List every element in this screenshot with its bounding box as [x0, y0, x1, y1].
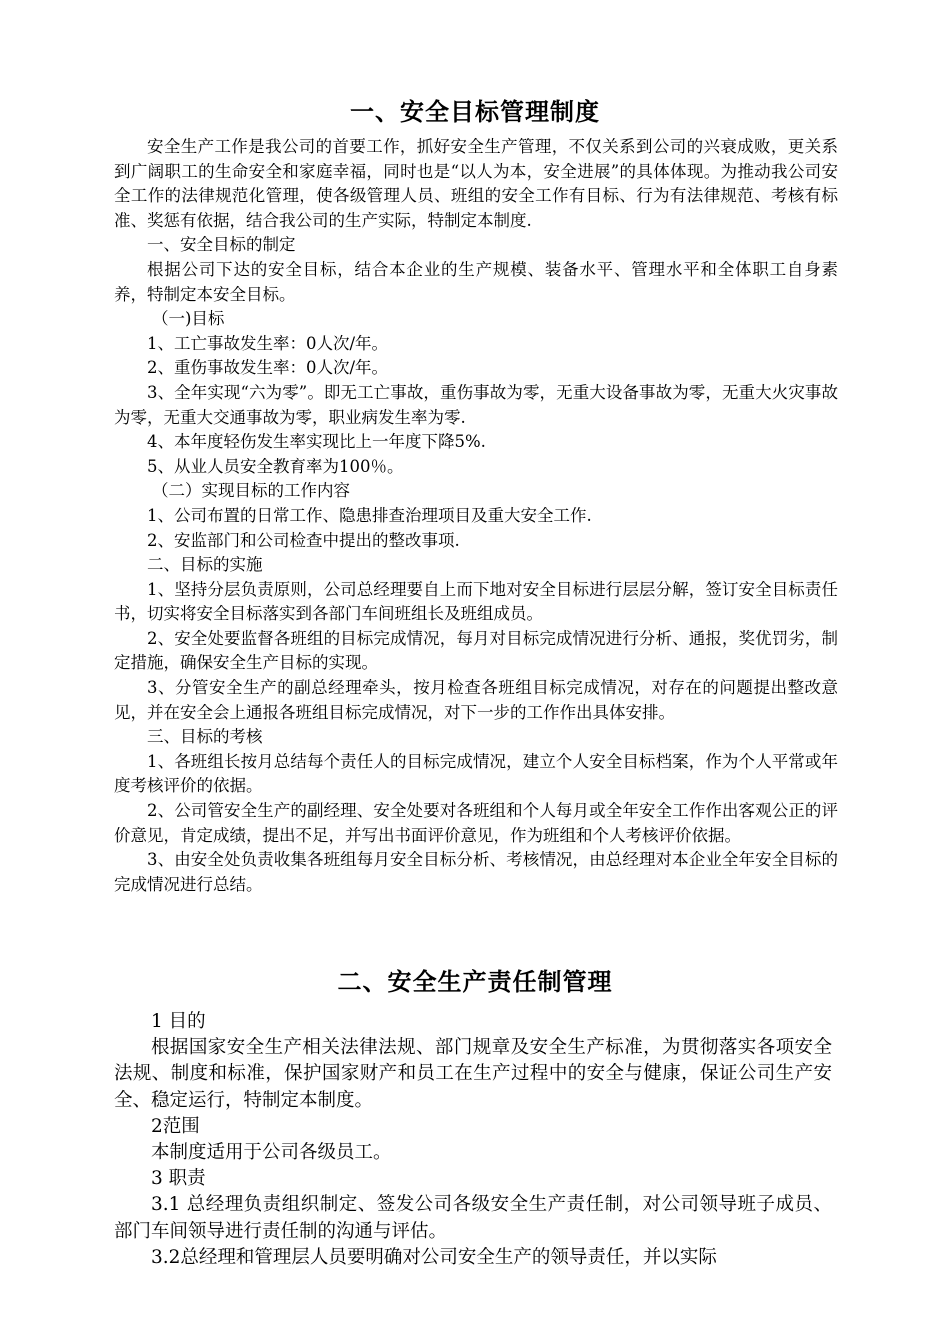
paragraph: 2、安全处要监督各班组的目标完成情况，每月对目标完成情况进行分析、通报，奖优罚劣，制定措施，确保安全生产目标的实现。 [114, 628, 838, 673]
paragraph: 2、公司管安全生产的副经理、安全处要对各班组和个人每月或全年安全工作作出客观公正的评价意见，肯定成绩，提出不足，并写出书面评价意见，作为班组和个人考核评价依据。 [114, 801, 838, 845]
paragraph: 2、重伤事故发生率：0人次/年。 [147, 358, 389, 378]
paragraph: （二）实现目标的工作内容 [151, 481, 350, 501]
paragraph: 1、各班组长按月总结每个责任人的目标完成情况，建立个人安全目标档案，作为个人平常或年度考核评价的依据。 [114, 751, 838, 796]
paragraph: 本制度适用于公司各级员工。 [151, 1142, 392, 1164]
section-2-title: 二、安全生产责任制管理 [337, 968, 613, 996]
paragraph: 3、分管安全生产的副总经理牵头，按月检查各班组目标完成情况，对存在的问题提出整改意见，并在安全会上通报各班组目标完成情况，对下一步的工作作出具体安排。 [114, 678, 838, 722]
paragraph: 安全生产工作是我公司的首要工作，抓好安全生产管理，不仅关系到公司的兴衰成败，更关系到广阔职工的生命安全和家庭幸福，同时也是“以人为本，安全进展”的具体体现。为推动我公司安全工作的法律规范化管理，使各级管理人员、班组的安全工作有目标、行为有法律规范、考核有标准、奖惩有依据，结合我公司的生产实际，特制定本制度. [114, 137, 838, 230]
paragraph: 2、安监部门和公司检查中提出的整改事项. [147, 530, 460, 550]
paragraph: 3 职责 [151, 1168, 206, 1190]
section-1-body [114, 135, 838, 897]
paragraph: 根据公司下达的安全目标，结合本企业的生产规模、装备水平、管理水平和全体职工自身素养，特制定本安全目标。 [114, 259, 838, 304]
paragraph: 3、全年实现“六为零”。即无工亡事故，重伤事故为零，无重大设备事故为零，无重大火灾事故为零，无重大交通事故为零，职业病发生率为零. [114, 382, 838, 427]
paragraph: 4、本年度轻伤发生率实现比上一年度下降5%. [147, 432, 486, 452]
paragraph: 1、公司布置的日常工作、隐患排查治理项目及重大安全工作. [147, 505, 592, 525]
paragraph: 5、从业人员安全教育率为100％。 [147, 456, 404, 476]
paragraph: 3.1 总经理负责组织制定、签发公司各级安全生产责任制，对公司领导班子成员、部门车间领导进行责任制的沟通与评估。 [114, 1194, 832, 1242]
paragraph: （一)目标 [151, 309, 225, 329]
paragraph: 3、由安全处负责收集各班组每月安全目标分析、考核情况，由总经理对本企业全年安全目标的完成情况进行总结。 [114, 850, 838, 894]
paragraph: 根据国家安全生产相关法律法规、部门规章及安全生产标准，为贯彻落实各项安全法规、制度和标准，保护国家财产和员工在生产过程中的安全与健康，保证公司生产安全、稳定运行，特制定本制度。 [114, 1037, 832, 1111]
paragraph: 1 目的 [151, 1011, 206, 1032]
paragraph: 2范围 [151, 1115, 200, 1137]
section-2-body [114, 1009, 832, 1271]
paragraph: 三、目标的考核 [147, 727, 263, 747]
paragraph: 二、目标的实施 [147, 555, 263, 575]
paragraph: 一、安全目标的制定 [147, 235, 296, 255]
section-1-title: 一、安全目标管理制度 [350, 98, 600, 126]
paragraph: 1、坚持分层负责原则，公司总经理要自上而下地对安全目标进行层层分解，签订安全目标责任书，切实将安全目标落实到各部门车间班组长及班组成员。 [114, 579, 838, 624]
paragraph: 3.2总经理和管理层人员要明确对公司安全生产的领导责任，并以实际 [151, 1246, 717, 1268]
paragraph: 1、工亡事故发生率：0人次/年。 [147, 333, 389, 353]
